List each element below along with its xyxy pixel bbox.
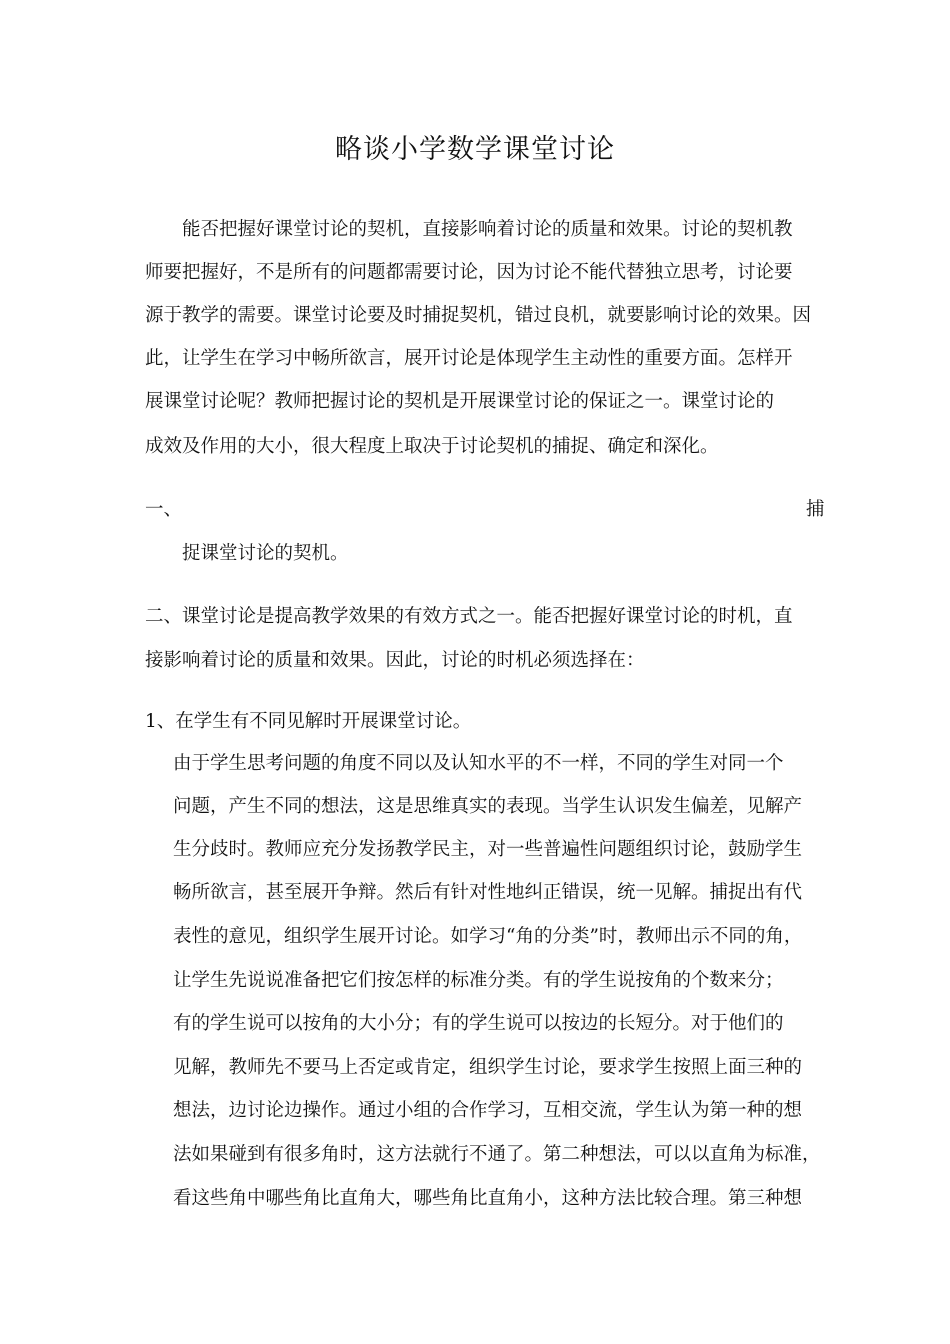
item-one-line: 法如果碰到有很多角时，这方法就行不通了。第二种想法，可以以直角为标准， [173, 1144, 821, 1165]
intro-line: 成效及作用的大小，很大程度上取决于讨论契机的捕捉、确定和深化。 [145, 436, 719, 457]
item-one-line: 有的学生说可以按角的大小分；有的学生说可以按边的长短分。对于他们的 [173, 1013, 784, 1034]
intro-line: 展课堂讨论呢？教师把握讨论的契机是开展课堂讨论的保证之一。课堂讨论的 [145, 391, 775, 412]
item-one-line: 由于学生思考问题的角度不同以及认知水平的不一样，不同的学生对同一个 [173, 753, 784, 774]
section-one-number: 一、 [145, 499, 183, 520]
section-one-head: 捕 [806, 499, 825, 520]
intro-line: 源于教学的需要。课堂讨论要及时捕捉契机，错过良机，就要影响讨论的效果。因 [145, 305, 812, 326]
intro-line: 此，让学生在学习中畅所欲言，展开讨论是体现学生主动性的重要方面。怎样开 [145, 348, 793, 369]
item-one-line: 想法，边讨论边操作。通过小组的合作学习，互相交流，学生认为第一种的想 [173, 1100, 803, 1121]
item-one-line: 见解，教师先不要马上否定或肯定，组织学生讨论，要求学生按照上面三种的 [173, 1057, 803, 1078]
item-one-line: 表性的意见，组织学生展开讨论。如学习“角的分类”时，教师出示不同的角， [173, 926, 803, 947]
item-one-heading: 1、在学生有不同见解时开展课堂讨论。 [145, 711, 472, 732]
item-one-line: 问题，产生不同的想法，这是思维真实的表现。当学生认识发生偏差，见解产 [173, 796, 803, 817]
document-title: 略谈小学数学课堂讨论 [335, 134, 615, 165]
item-one-line: 让学生先说说准备把它们按怎样的标准分类。有的学生说按角的个数来分； [173, 970, 784, 991]
item-one-line: 畅所欲言，甚至展开争辩。然后有针对性地纠正错误，统一见解。捕捉出有代 [173, 882, 803, 903]
item-one-line: 看这些角中哪些角比直角大，哪些角比直角小，这种方法比较合理。第三种想 [173, 1188, 803, 1209]
intro-line: 师要把握好，不是所有的问题都需要讨论，因为讨论不能代替独立思考，讨论要 [145, 262, 793, 283]
section-two-line: 二、课堂讨论是提高教学效果的有效方式之一。能否把握好课堂讨论的时机，直 [145, 606, 793, 627]
section-two-line: 接影响着讨论的质量和效果。因此，讨论的时机必须选择在： [145, 650, 645, 671]
intro-line: 能否把握好课堂讨论的契机，直接影响着讨论的质量和效果。讨论的契机教 [182, 219, 793, 240]
section-one-rest: 捉课堂讨论的契机。 [182, 543, 349, 564]
item-one-line: 生分歧时。教师应充分发扬教学民主，对一些普遍性问题组织讨论，鼓励学生 [173, 839, 803, 860]
